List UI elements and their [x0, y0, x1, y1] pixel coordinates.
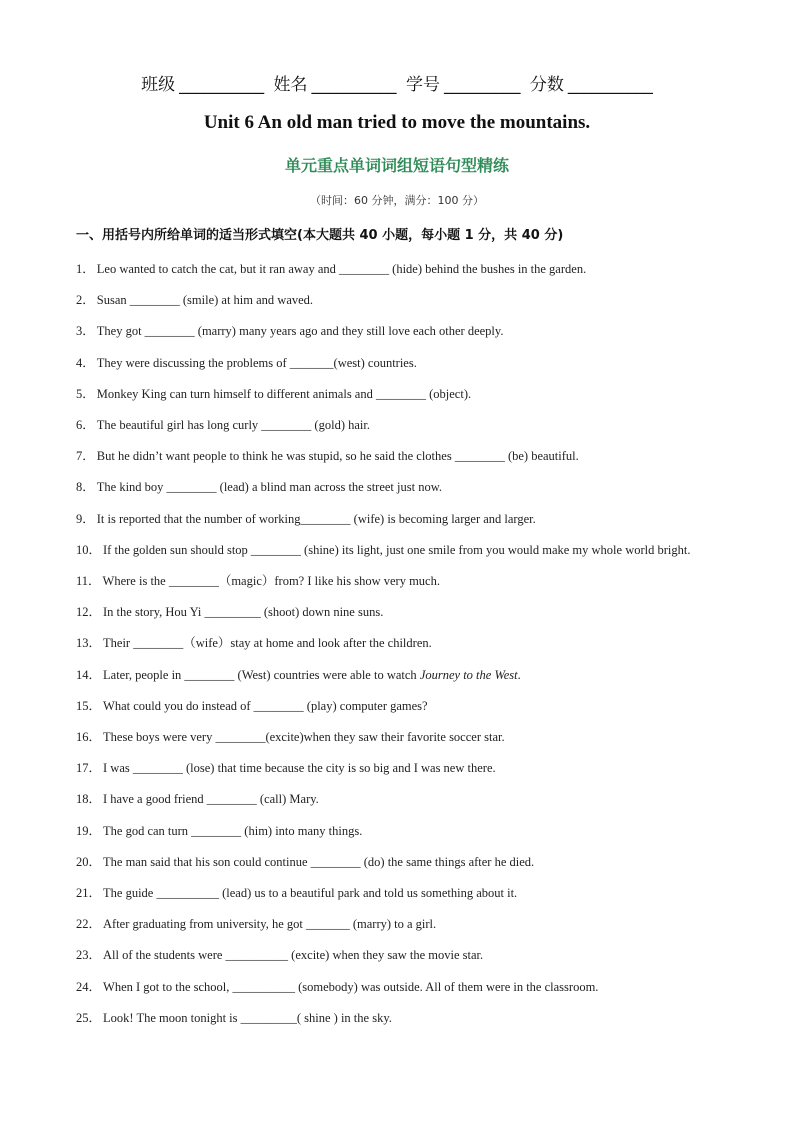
score-blank[interactable]: __________ [567, 75, 653, 95]
question-13: 13． Their ________（wife）stay at home and look after the children. [76, 636, 432, 651]
class-label: 班级 [141, 75, 176, 95]
id-blank[interactable]: _________ [443, 75, 521, 95]
question-22: 22． After graduating from university, he got _______ (marry) to a girl. [76, 917, 437, 932]
section-title: 一、用括号内所给单词的适当形式填空(本大题共 40 小题，每小题 1 分，共 40 分) [76, 228, 564, 243]
question-4: 4． They were discussing the problems of _______(west) countries. [76, 355, 417, 370]
name-blank[interactable]: __________ [311, 75, 397, 95]
question-23: 23． All of the students were __________ (excite) when they saw the movie star. [76, 948, 484, 963]
question-5: 5． Monkey King can turn himself to different animals and ________ (object). [76, 386, 472, 401]
question-list [76, 254, 716, 1034]
book-title: Journey to the West [419, 667, 518, 682]
question-11: 11． Where is the ________（magic）from? I like his show very much. [76, 574, 440, 589]
question-12: 12． In the story, Hou Yi _________ (shoot) down nine suns. [76, 605, 384, 620]
student-info-line [0, 70, 794, 95]
question-9: 9． It is reported that the number of working________ (wife) is becoming larger and larger. [76, 511, 536, 526]
page-subtitle: 单元重点单词词组短语句型精练 [284, 156, 509, 175]
question-24: 24． When I got to the school, __________ (somebody) was outside. All of them were in the classroom. [76, 979, 599, 994]
timing-info: （时间：60 分钟，满分：100 分） [310, 194, 484, 207]
question-10: 10． If the golden sun should stop ________ (shine) its light, just one smile from you would make my whole world bright. [76, 542, 691, 557]
question-20: 20． The man said that his son could continue ________ (do) the same things after he died. [76, 854, 535, 869]
score-label: 分数 [529, 75, 564, 95]
id-label: 学号 [405, 75, 440, 95]
question-3: 3． They got ________ (marry) many years ago and they still love each other deeply. [76, 324, 504, 339]
question-19: 19． The god can turn ________ (him) into many things. [76, 823, 363, 838]
question-18: 18． I have a good friend ________ (call) Mary. [76, 792, 319, 807]
question-15: 15． What could you do instead of ________ (play) computer games? [76, 698, 428, 713]
question-8: 8． The kind boy ________ (lead) a blind man across the street just now. [76, 480, 443, 495]
question-21: 21． The guide __________ (lead) us to a beautiful park and told us something about it. [76, 886, 518, 901]
question-16: 16． These boys were very ________(excite)when they saw their favorite soccer star. [76, 730, 505, 745]
class-blank[interactable]: __________ [179, 75, 265, 95]
question-14: 14． Later, people in ________ (West) countries were able to watch Journey to the West. [76, 667, 521, 682]
question-1: 1． Leo wanted to catch the cat, but it ran away and ________ (hide) behind the bushes in the garden. [76, 262, 587, 276]
name-label: 姓名 [273, 75, 308, 95]
question-2: 2． Susan ________ (smile) at him and waved. [76, 293, 314, 308]
question-6: 6． The beautiful girl has long curly ________ (gold) hair. [76, 418, 370, 433]
question-25: 25． Look! The moon tonight is _________( shine ) in the sky. [76, 1010, 392, 1025]
page-title: Unit 6 An old man tried to move the mountains. [203, 112, 591, 133]
question-17: 17． I was ________ (lose) that time because the city is so big and I was new there. [76, 761, 496, 776]
question-7: 7． But he didn’t want people to think he was stupid, so he said the clothes ________ (be) beautiful. [76, 449, 579, 464]
